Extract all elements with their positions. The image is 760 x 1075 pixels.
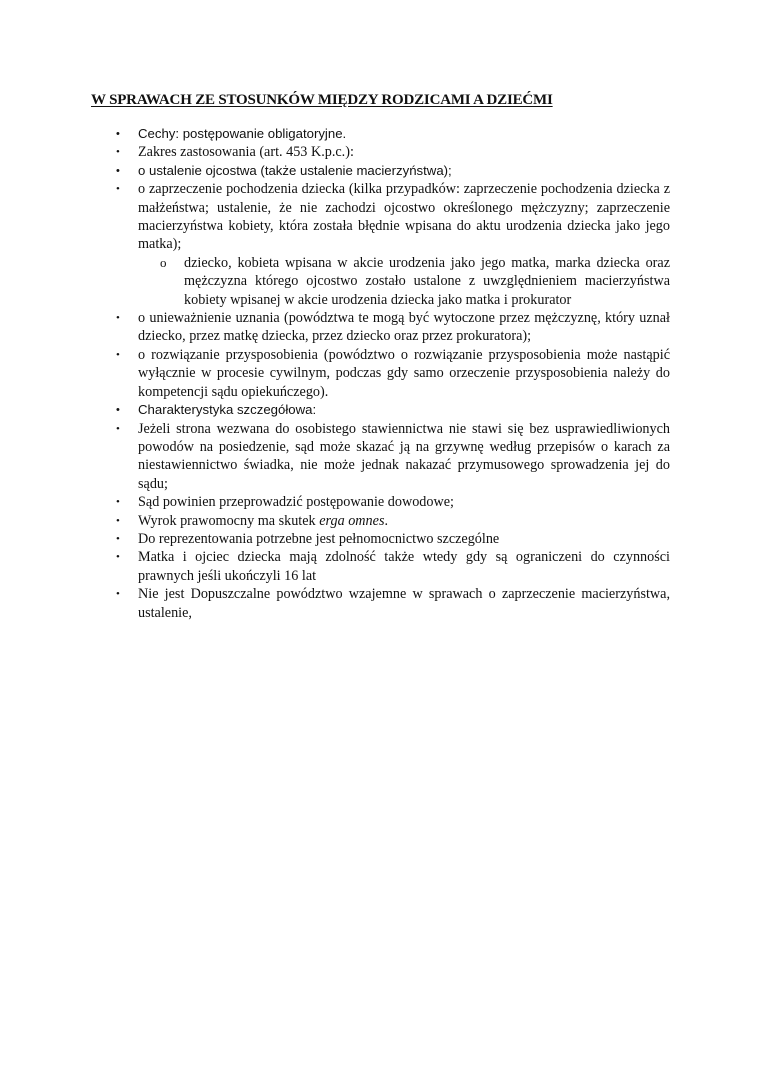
list-item-text: o rozwiązanie przysposobienia (powództwo o rozwiązanie przysposobienia może nastąpić wyłącznie w procesie cywilnym, podczas gdy samo orzeczenie przysposobienia należy do kompetencji sądu opiekuńczego).: [138, 346, 670, 400]
sub-bullet-icon: o: [160, 254, 167, 270]
list-item: [116, 548, 670, 585]
sub-list-item: [160, 254, 670, 309]
list-item: [116, 309, 670, 346]
bullet-icon: •: [116, 183, 120, 196]
list-item: [116, 180, 670, 309]
document-title: W SPRAWACH ZE STOSUNKÓW MIĘDZY RODZICAMI A DZIEĆMI: [91, 92, 553, 108]
list-item-text: Matka i ojciec dziecka mają zdolność także wtedy gdy są ograniczeni do czynności prawnych jeśli ukończyli 16 lat: [138, 549, 670, 584]
bullet-icon: •: [116, 551, 120, 564]
list-item-text: Cechy: postępowanie obligatoryjne.: [138, 126, 347, 141]
bullet-icon: •: [116, 496, 120, 509]
bullet-icon: •: [116, 404, 120, 417]
bullet-icon: •: [116, 514, 120, 527]
list-item: [116, 125, 670, 143]
bullet-icon: •: [116, 532, 120, 545]
list-item: [116, 493, 670, 511]
sub-list: [138, 254, 670, 309]
list-item-text: Charakterystyka szczegółowa:: [138, 402, 317, 418]
list-item-text: o ustalenie ojcostwa (także ustalenie macierzyństwa);: [138, 162, 452, 178]
bullet-icon: •: [116, 588, 120, 601]
bullet-list: [116, 125, 670, 622]
list-item-text: Nie jest Dopuszczalne powództwo wzajemne w sprawach o zaprzeczenie macierzyństwa, ustalenie,: [138, 586, 670, 621]
list-item: [116, 420, 670, 494]
list-item: [116, 401, 670, 419]
sub-list-item-text: dziecko, kobieta wpisana w akcie urodzenia jako jego matka, marka dziecka oraz mężczyzna którego ojcostwo zostało ustalone z uwzględnieniem macierzyństwa kobiety wpisanej w akcie urodzenia dziecka jako matka i prokurator: [184, 254, 670, 308]
list-item-text: o zaprzeczenie pochodzenia dziecka (kilka przypadków: zaprzeczenie pochodzenia dziecka z małżeństwa; ustalenie, że nie zachodzi ojcostwo określonego mężczyzny; zaprzeczenie macierzyństwa kobiety, która została błędnie wpisana do aktu urodzenia dziecka jako jego matka);: [138, 181, 670, 253]
bullet-icon: •: [116, 128, 120, 140]
list-item-text: Jeżeli strona wezwana do osobistego stawiennictwa nie stawi się bez usprawiedliwionych powodów na posiedzenie, sąd może skazać ją na grzywnę według przepisów o karach za niestawiennictwo świadka, nie może jednak nakazać przymusowego sprowadzenia jej do sądu;: [138, 420, 670, 492]
list-item-text: Do reprezentowania potrzebne jest pełnomocnictwo szczególne: [138, 530, 500, 547]
bullet-icon: •: [116, 146, 120, 159]
list-item: [116, 346, 670, 401]
list-item-text-before: Wyrok prawomocny ma skutek: [138, 512, 320, 529]
list-item-text-after: .: [384, 512, 389, 529]
list-item-text: Sąd powinien przeprowadzić postępowanie dowodowe;: [138, 494, 454, 511]
list-item: [116, 530, 670, 548]
list-item-text: o unieważnienie uznania (powództwa te mogą być wytoczone przez mężczyznę, który uznał dziecko, przez matkę dziecka, przez dziecko oraz przez prokuratora);: [138, 310, 670, 345]
list-item-text: Zakres zastosowania (art. 453 K.p.c.):: [138, 144, 354, 161]
list-item: [116, 162, 670, 180]
list-item: [116, 585, 670, 622]
list-item-italic-text: erga omnes: [319, 512, 385, 529]
bullet-icon: •: [116, 348, 120, 361]
bullet-icon: •: [116, 164, 120, 177]
list-item: [116, 143, 670, 161]
list-item: [116, 512, 670, 530]
bullet-icon: •: [116, 422, 120, 435]
bullet-icon: •: [116, 312, 120, 325]
